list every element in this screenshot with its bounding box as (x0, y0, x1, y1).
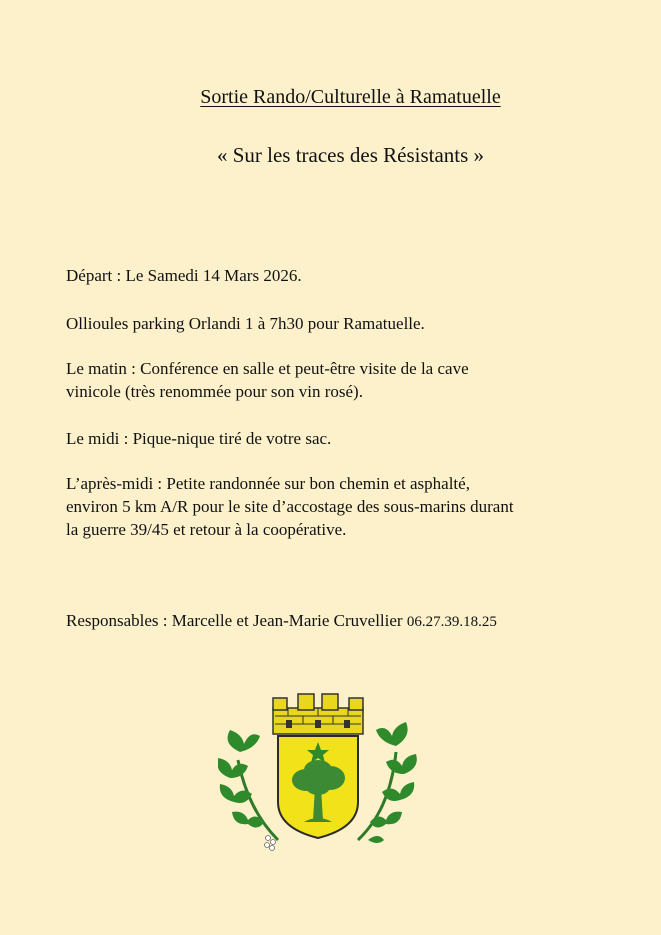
afternoon-line-3: la guerre 39/45 et retour à la coopérative. (66, 520, 347, 539)
morning-line-1: Le matin : Conférence en salle et peut-être visite de la cave (66, 359, 469, 378)
afternoon-line-1: L’après-midi : Petite randonnée sur bon chemin et asphalté, (66, 474, 470, 493)
noon-programme: Le midi : Pique-nique tiré de votre sac. (66, 429, 332, 448)
afternoon-line-2: environ 5 km A/R pour le site d’accostage des sous-marins durant (66, 497, 514, 516)
right-branch-icon (358, 722, 417, 843)
morning-line-2: vinicole (très renommée pour son vin rosé). (66, 382, 363, 401)
contacts (66, 609, 626, 634)
mural-crown-icon (273, 694, 363, 734)
contacts-phone: 06.27.39.18.25 (406, 614, 497, 630)
document-subtitle: « Sur les traces des Résistants » (216, 143, 485, 167)
shield-icon (278, 736, 358, 838)
ramatuelle-coat-of-arms-icon (218, 690, 418, 860)
document-title: Sortie Rando/Culturelle à Ramatuelle (200, 86, 501, 108)
left-branch-icon (218, 730, 278, 851)
departure-date: Départ : Le Samedi 14 Mars 2026. (66, 266, 302, 285)
afternoon-programme (66, 472, 626, 541)
meeting-point: Ollioules parking Orlandi 1 à 7h30 pour Ramatuelle. (66, 314, 425, 333)
contacts-label: Responsables : Marcelle et Jean-Marie Cruvellier (66, 611, 403, 630)
morning-programme (66, 357, 626, 403)
